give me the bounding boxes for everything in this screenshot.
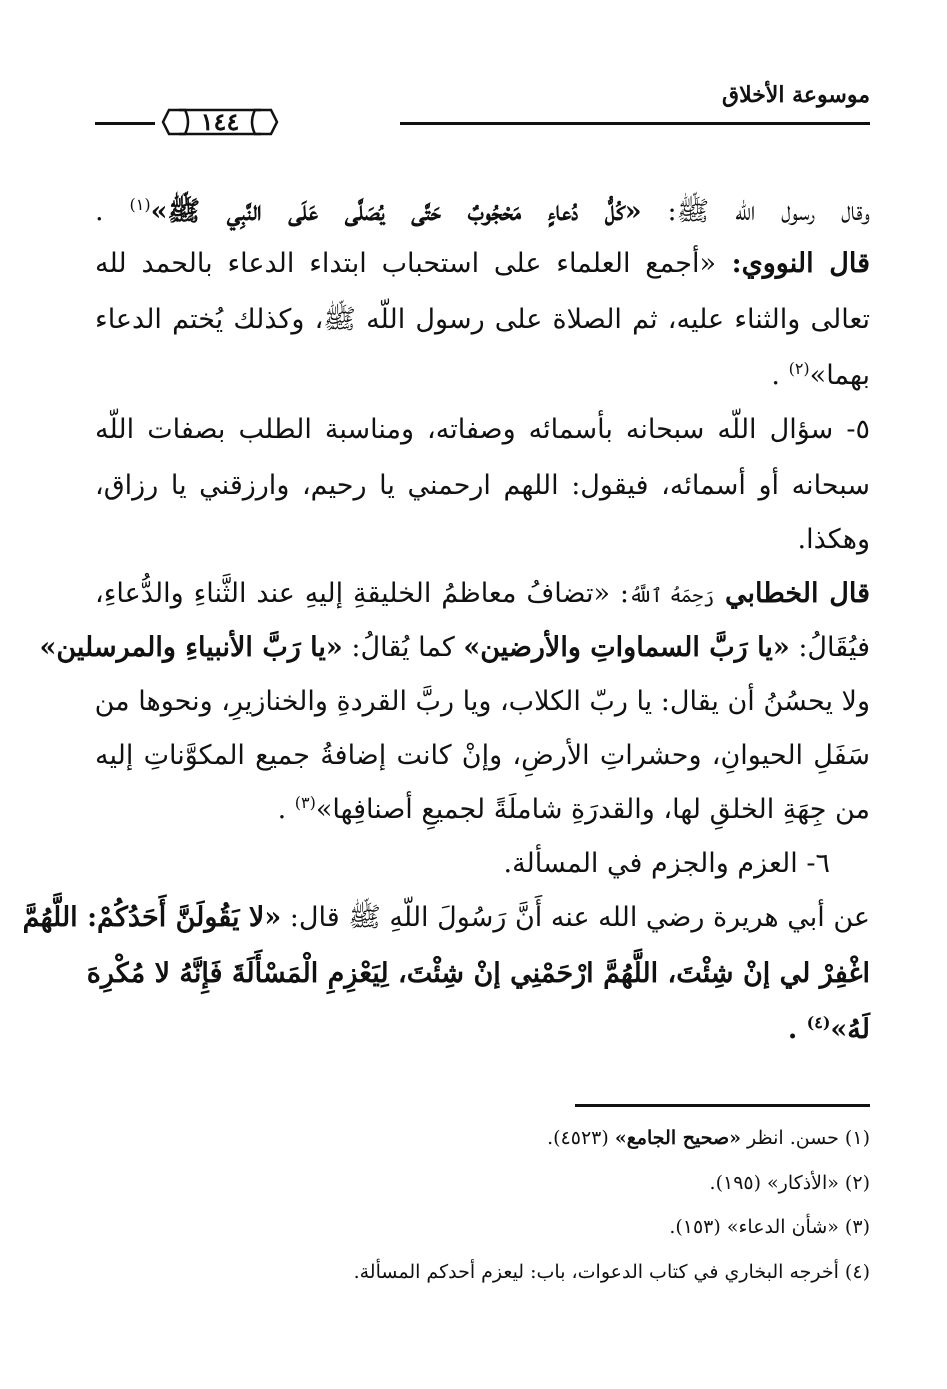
text-span: . [771,360,789,391]
text-line [22,898,870,938]
text-line: سَفَلِ الحيوانِ، وحشراتِ الأرضِ، وإنْ كانت إضافةُ جميع المكوَّناتِ إليه [95,740,870,771]
text-span: (٤٥٢٣). [547,1127,615,1149]
hadith-quote: «كُلُّ دُعاءٍ مَحْجُوبٌ حَتَّى يُصَلَّى عَلَى النَّبِي ﷺ» [150,196,642,227]
page-header [95,72,870,162]
text-line [95,790,870,830]
text-line: وهكذا. [797,524,870,555]
text-span: : «تضافُ معاظمُ الخليقةِ إليهِ عند الثَّناءِ والدُّعاءِ، [95,578,629,609]
footnote: (٣) «شأن الدعاء» (١٥٣). [669,1216,870,1238]
text-line: ولا يحسُنُ أن يقال: يا ربّ الكلاب، ويا ربَّ القردةِ والخنازيرِ، ونحوها من [94,686,870,717]
hadith-line [95,1010,870,1050]
book-title: موسوعة الأخلاق [722,82,870,108]
text-line [95,356,870,396]
footnote-divider [575,1104,870,1107]
footnote-marker: (١) [129,195,151,214]
hadith-line: اغْفِرْ لي إنْ شِئْتَ، اللَّهُمَّ ارْحَمْنِي إنْ شِئْتَ، لِيَعْزِمِ الْمَسْأَلَةَ فَإِنَّهُ لا مُكْرِهَ [86,958,870,989]
footnote-marker: (٣) [294,793,316,812]
text-span: . [95,196,130,227]
header-rule-right [400,122,870,125]
text-line [39,628,870,668]
text-span: عن أبي هريرة رضي الله عنه أَنَّ رَسُولَ اللّهِ ﷺ قال: [281,902,870,933]
text-span: فيُقَالُ: [789,632,870,663]
text-span: . [277,794,295,825]
header-rule-left [95,122,155,125]
text-span: (١) حسن. انظر [740,1127,870,1149]
page-number: ١٤٤ [200,107,240,136]
footnote: (٢) «الأذكار» (١٩٥). [709,1172,870,1194]
quote-bold: «يا رَبَّ السماواتِ والأرضين» [463,632,790,663]
footnote-marker: (٢) [788,359,810,378]
text-span: وقال رسول اللّه ﷺ: [641,196,870,227]
text-span: «أجمع العلماء على استحباب ابتداء الدعاء بالحمد لله [95,248,716,279]
footnote-marker: (٤) [806,1013,831,1032]
text-line [95,192,870,232]
speaker-name: قال النووي: [716,248,870,279]
text-line [95,574,870,616]
text-span: كما يُقالُ: [342,632,464,663]
source-title: «صحيح الجامع» [614,1127,741,1149]
text-line: تعالى والثناء عليه، ثم الصلاة على رسول اللّه ﷺ، وكذلك يُختم الدعاء [95,304,870,335]
text-span: من جِهَةِ الخلقِ لها، والقدرَةِ شاملَةً لجميعِ أصنافِها» [315,794,870,825]
text-span: . [787,1014,807,1045]
hadith-quote: «لا يَقُولَنَّ أَحَدُكُمْ: اللَّهُمَّ [22,902,282,933]
text-line: سبحانه أو أسمائه، فيقول: اللهم ارحمني يا رحيم، وارزقني يا رزاق، [95,470,870,501]
footnote [547,1124,870,1152]
text-span: لَهُ» [830,1014,870,1045]
text-line [95,244,870,284]
text-line: ٥- سؤال اللّه سبحانه بأسمائه وصفاته، ومناسبة الطلب بصفات اللّه [95,414,870,445]
page-number-frame [157,104,283,140]
text-span: بهما» [809,360,870,391]
speaker-name: قال الخطابي [714,578,870,609]
footnote: (٤) أخرجه البخاري في كتاب الدعوات، باب: ليعزم أحدكم المسألة. [353,1261,870,1283]
text-line: ٦- العزم والجزم في المسألة. [503,848,830,879]
honorific: رَحِمَهُ ٱللَّهُ [628,585,715,607]
quote-bold: «يا رَبَّ الأنبياءِ والمرسلين» [39,632,343,663]
